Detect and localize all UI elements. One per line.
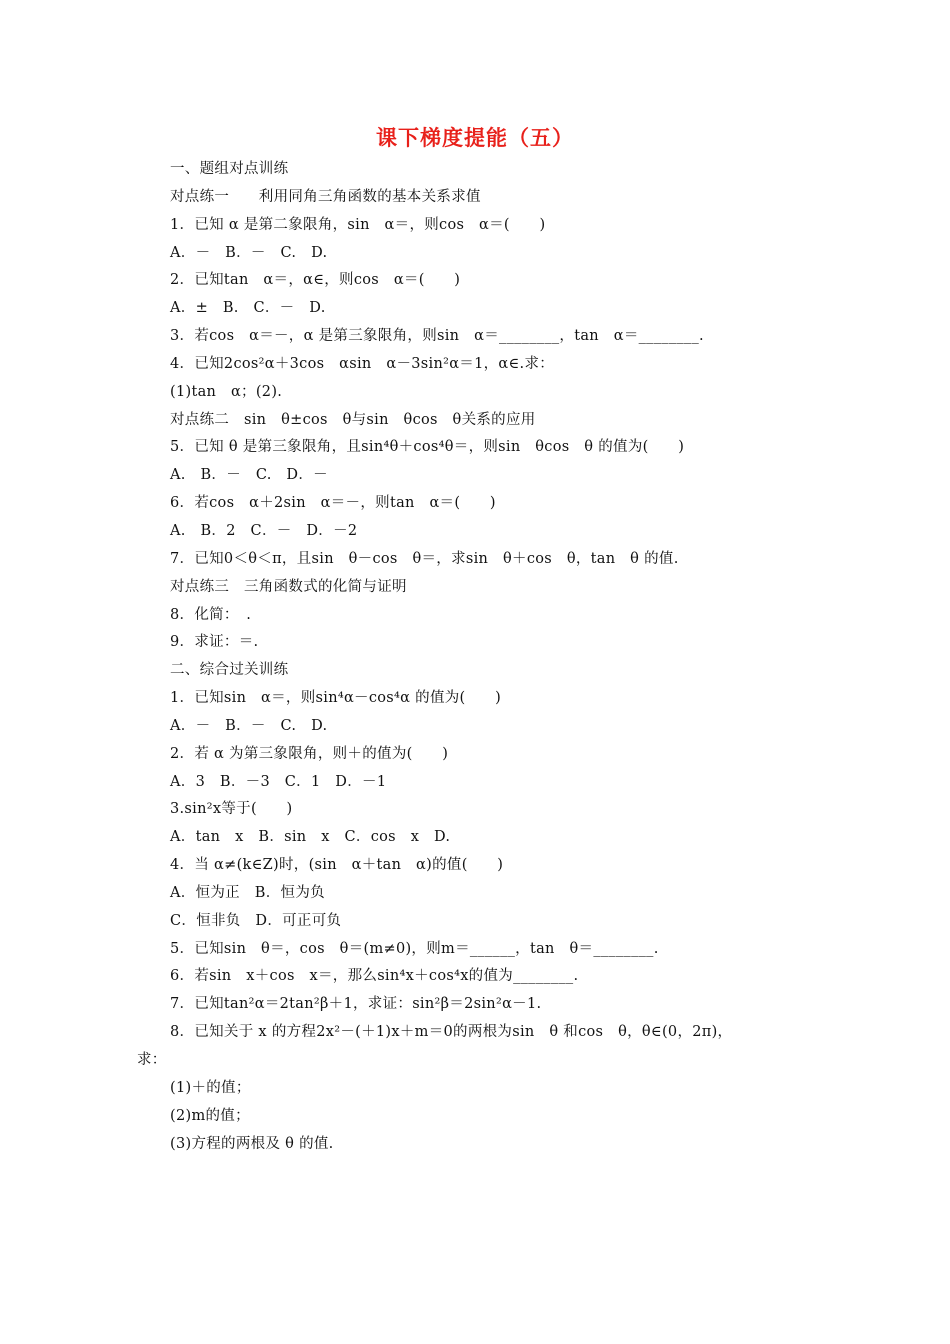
text-line: 求： (137, 1052, 167, 1068)
text-line: A．± B. C．－ D. (170, 300, 326, 317)
text-line: 1．已知 α 是第二象限角，sin α＝，则cos α＝( ) (170, 216, 546, 233)
text-line: (1)tan α；(2). (170, 383, 283, 400)
text-line: A．3 B．－3 C．1 D．－1 (170, 773, 387, 790)
text-line: 4．已知2cos²α＋3cos αsin α－3sin²α＝1，α∈.求： (170, 355, 555, 372)
text-line: 9．求证：＝. (170, 634, 259, 651)
text-line: 7．已知tan²α＝2tan²β＋1，求证：sin²β＝2sin²α－1. (170, 996, 542, 1013)
text-line: 6．若cos α＋2sin α＝－，则tan α＝( ) (170, 495, 496, 512)
text-line: 对点练二 sin θ±cos θ与sin θcos θ关系的应用 (170, 411, 536, 428)
text-line: 二、综合过关训练 (170, 662, 289, 679)
document-body (0, 156, 950, 1158)
text-line: 8．已知关于 x 的方程2x²－(＋1)x＋m＝0的两根为sin θ 和cos θ，θ∈(0，2π)， (170, 1024, 733, 1041)
text-line: 8．化简： . (170, 606, 252, 623)
text-line: A．－ B．－ C. D. (170, 244, 328, 261)
text-line: 一、题组对点训练 (170, 161, 289, 177)
text-line: 5．已知 θ 是第三象限角，且sin⁴θ＋cos⁴θ＝，则sin θcos θ 的值为( ) (170, 439, 685, 456)
text-line: 3．若cos α＝－，α 是第三象限角，则sin α＝________，tan α＝________. (170, 328, 704, 345)
text-line: (2)m的值； (170, 1107, 250, 1124)
text-line: A．－ B．－ C. D. (170, 717, 328, 734)
text-line: 6．若sin x＋cos x＝，那么sin⁴x＋cos⁴x的值为________. (170, 968, 579, 985)
text-line: A. B．2 C．－ D．－2 (170, 522, 358, 539)
text-line: 5．已知sin θ＝，cos θ＝(m≠0)，则m＝______，tan θ＝________. (170, 940, 659, 957)
text-line: C．恒非负 D．可正可负 (170, 912, 342, 929)
text-line: A. B．－ C. D．－ (170, 467, 328, 484)
text-line: (3)方程的两根及 θ 的值. (170, 1135, 334, 1152)
text-line: 4．当 α≠(k∈Z)时，(sin α＋tan α)的值( ) (170, 857, 504, 874)
text-line: 对点练三 三角函数式的化简与证明 (170, 578, 407, 595)
text-line: A．恒为正 B．恒为负 (170, 884, 325, 901)
text-line: 7．已知0＜θ＜π，且sin θ－cos θ＝，求sin θ＋cos θ，tan θ 的值. (170, 550, 679, 567)
text-line: 2．若 α 为第三象限角，则＋的值为( ) (170, 745, 449, 762)
text-line: 2．已知tan α＝，α∈，则cos α＝( ) (170, 272, 461, 289)
text-line: 对点练一 利用同角三角函数的基本关系求值 (170, 188, 481, 205)
text-line: 3.sin²x等于( ) (170, 801, 293, 818)
page-title: 课下梯度提能（五） (376, 126, 574, 150)
text-line: 1．已知sin α＝，则sin⁴α－cos⁴α 的值为( ) (170, 690, 502, 707)
text-line: A．tan x B．sin x C．cos x D. (170, 829, 451, 846)
text-line: (1)＋的值； (170, 1079, 251, 1096)
